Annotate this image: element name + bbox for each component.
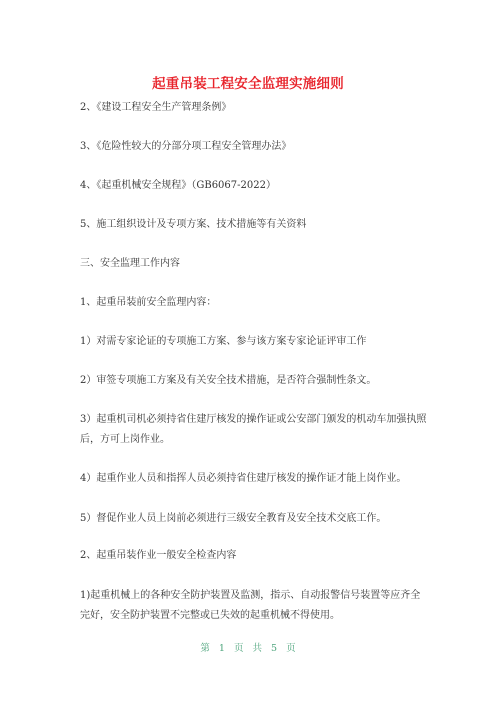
paragraph-ref-3: 3、《危险性较大的分部分项工程安全管理办法》 [80, 141, 292, 152]
item-5: 5）督促作业人员上岗前必须进行三级安全教育及安全技术交底工作。 [80, 513, 387, 524]
item-4: 4）起重作业人员和指挥人员必须持省住建厅核发的操作证才能上岗作业。 [80, 473, 407, 484]
item-2: 2）审签专项施工方案及有关安全技术措施，是否符合强制性条文。 [80, 375, 377, 386]
page-number-footer: 第 1 页 共 5 页 [200, 643, 296, 654]
item-1: 1）对需专家论证的专项施工方案、参与该方案专家论证评审工作 [80, 336, 367, 347]
paragraph-ref-2: 2、《建设工程安全生产管理条例》 [80, 102, 232, 113]
section-heading-3: 三、安全监理工作内容 [80, 258, 180, 269]
paragraph-ref-4: 4、《起重机械安全规程》（GB6067-2022） [80, 180, 276, 191]
subsection-heading-1: 1、起重吊装前安全监理内容： [80, 297, 217, 308]
check-item-1: 1)起重机械上的各种安全防护装置及监测，指示、自动报警信号装置等应齐全完好，安全防护装置不完整或已失效的起重机械不得使用。 [80, 590, 421, 621]
document-title: 起重吊装工程安全监理实施细则 [152, 76, 344, 92]
paragraph-ref-5: 5、施工组织设计及专项方案、技术措施等有关资料 [80, 219, 307, 230]
subsection-heading-2: 2、起重吊装作业一般安全检查内容 [80, 550, 237, 561]
item-3: 3）起重机司机必须持省住建厅核发的操作证或公安部门颁发的机动车加强执照后，方可上岗作业。 [80, 414, 427, 445]
